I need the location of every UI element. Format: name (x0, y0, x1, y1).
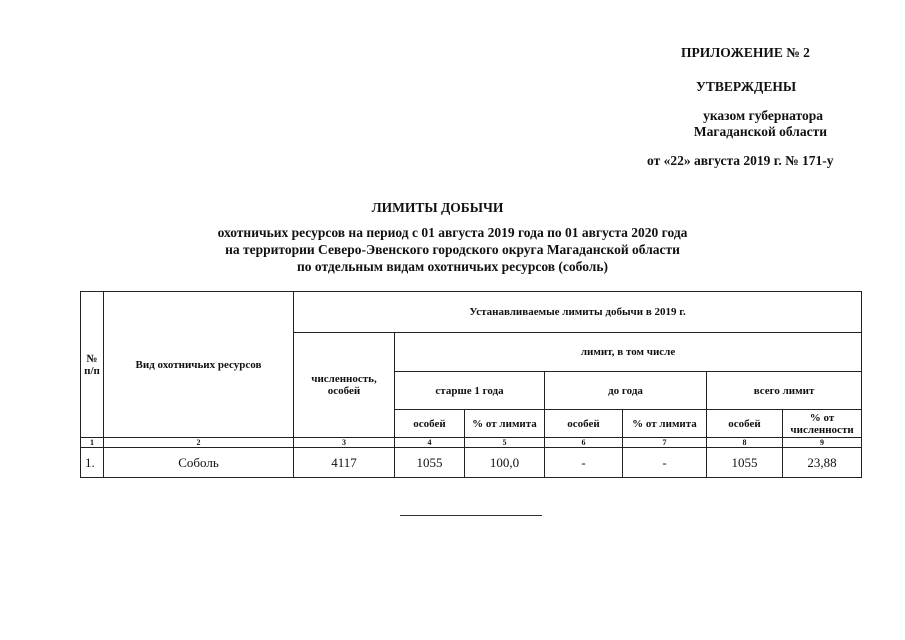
appendix-label: ПРИЛОЖЕНИЕ № 2 (681, 45, 810, 60)
header-total-limit: всего лимит (707, 372, 862, 410)
cell-older-individuals: 1055 (395, 448, 465, 478)
column-number-4: 4 (395, 438, 465, 448)
header-limit-including: лимит, в том числе (395, 333, 862, 372)
column-number-8: 8 (707, 438, 783, 448)
decree-line-2: Магаданской области (693, 124, 827, 139)
cell-total-pct: 23,88 (783, 448, 862, 478)
subtitle-line-2: на территории Северо-Эвенского городского округа Магаданской области (225, 242, 680, 257)
table-row (81, 448, 862, 478)
header-under-individuals: особей (545, 410, 623, 438)
subtitle-line-1: охотничьих ресурсов на период с 01 августа 2019 года по 01 августа 2020 года (217, 225, 688, 240)
header-under-1-year: до года (545, 372, 707, 410)
header-row-number: № п/п (81, 292, 104, 438)
column-number-7: 7 (623, 438, 707, 448)
limits-table (80, 291, 862, 478)
column-number-6: 6 (545, 438, 623, 448)
decree-line-1: указом губернатора (703, 108, 823, 123)
decree-date: от «22» августа 2019 г. № 171-у (647, 153, 834, 168)
header-older-pct-of-limit: % от лимита (465, 410, 545, 438)
column-number-5: 5 (465, 438, 545, 448)
column-number-1: 1 (81, 438, 104, 448)
header-total-individuals: особей (707, 410, 783, 438)
approved-label: УТВЕРЖДЕНЫ (696, 79, 797, 94)
cell-species: Соболь (104, 448, 294, 478)
cell-under-individuals: - (545, 448, 623, 478)
column-number-3: 3 (294, 438, 395, 448)
signature-divider (400, 515, 542, 516)
subtitle-line-3: по отдельным видам охотничьих ресурсов (соболь) (296, 259, 609, 274)
cell-row-number: 1. (81, 448, 104, 478)
header-species: Вид охотничьих ресурсов (104, 292, 294, 438)
cell-total-individuals: 1055 (707, 448, 783, 478)
cell-older-pct: 100,0 (465, 448, 545, 478)
header-older-than-1-year: старше 1 года (395, 372, 545, 410)
cell-population: 4117 (294, 448, 395, 478)
document-title: ЛИМИТЫ ДОБЫЧИ (371, 200, 504, 215)
column-number-2: 2 (104, 438, 294, 448)
cell-under-pct: - (623, 448, 707, 478)
header-limits-group: Устанавливаемые лимиты добычи в 2019 г. (294, 292, 862, 333)
header-under-pct-of-limit: % от лимита (623, 410, 707, 438)
header-population: численность, особей (294, 333, 395, 438)
header-total-pct-of-population: % от численности (783, 410, 862, 438)
column-number-9: 9 (783, 438, 862, 448)
header-older-individuals: особей (395, 410, 465, 438)
